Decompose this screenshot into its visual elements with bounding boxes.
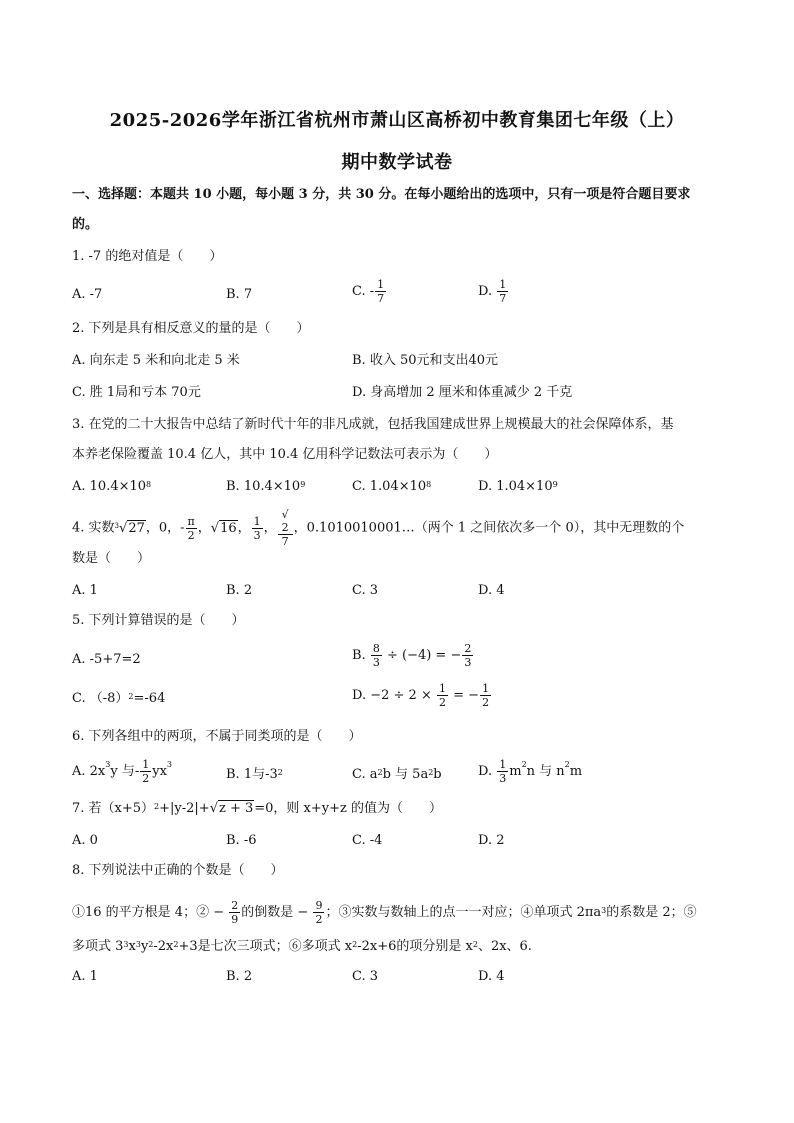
q7-option-d: D. 2	[478, 833, 505, 848]
q4-zero: ，0，-	[145, 520, 185, 536]
question-8-line2	[72, 938, 532, 956]
question-5-stem: 5. 下列计算错误的是（ ）	[72, 613, 245, 628]
q1-d-fraction	[497, 278, 508, 305]
frac-9-2	[313, 899, 324, 926]
cbrt-27: $^3$√27	[114, 520, 145, 536]
frac-den: 3	[372, 656, 380, 669]
frac-num: 1	[253, 514, 261, 528]
q8-l1a: ①16 的平方根是 4；②	[72, 905, 210, 920]
frac-den: 2	[187, 528, 195, 542]
paper-subtitle: 期中数学试卷	[341, 152, 453, 173]
q6-d-exp2: 2	[564, 760, 570, 769]
q5-c-text: C. （-8）	[72, 691, 129, 706]
q2-option-d: D. 身高增加 2 厘米和体重减少 2 千克	[352, 385, 573, 400]
frac-den: 3	[464, 656, 472, 669]
sqrt-z-plus-3: √z + 3	[209, 801, 254, 816]
radicand: 27	[128, 520, 145, 536]
q4-option-b: B. 2	[226, 583, 253, 598]
q3-a-exp: 8	[146, 480, 152, 489]
q6-d-prefix: D.	[478, 764, 497, 779]
q6-a-exp: 3	[105, 760, 111, 769]
paper-title: 2025-2026学年浙江省杭州市萧山区高桥初中教育集团七年级（上）	[109, 110, 685, 131]
q6-c-1: C. a	[352, 767, 378, 782]
q1-option-a: A. -7	[72, 287, 103, 302]
frac-num: 1	[377, 278, 385, 291]
frac-num: 1	[499, 278, 507, 291]
q8-l2a: 多项式 3	[72, 939, 124, 954]
q4-prefix: 4. 实数	[72, 520, 115, 536]
frac-den: 7	[377, 292, 385, 305]
q8-l1-exp: 3	[601, 906, 607, 915]
q2-option-c: C. 胜 1局和亏本 70元	[72, 385, 201, 400]
q7-option-c: C. -4	[352, 833, 383, 848]
frac-num: 1	[482, 682, 490, 695]
q6-c-2: b 与 5a	[382, 767, 429, 782]
sqrt2-over-7	[278, 508, 293, 548]
section-heading-cont: 的。	[72, 217, 99, 232]
q5-option-b	[352, 642, 474, 669]
q5-option-d	[352, 682, 492, 709]
frac-1-2	[480, 682, 491, 709]
question-4-stem-cont: 数是（ ）	[72, 551, 151, 566]
q8-l2-e1: 3	[123, 940, 129, 949]
q6-d-exp1: 2	[521, 760, 527, 769]
q3-b-text: B. 10.4×10	[226, 479, 301, 494]
radicand: 2	[281, 521, 289, 534]
q1-c-fraction	[375, 278, 386, 305]
radicand: 16	[220, 520, 237, 536]
q4-tail: ，0.1010010001…（两个 1 之间依次多一个 0），其中无理数的个	[293, 520, 685, 536]
q2-option-b: B. 收入 50元和支出40元	[352, 353, 499, 368]
frac-den: 3	[253, 528, 261, 542]
frac-den: 3	[499, 772, 507, 785]
q8-l2-e3: 2	[148, 940, 154, 949]
question-3-stem-cont: 本养老保险覆盖 10.4 亿人，其中 10.4 亿用科学记数法可表示为（ ）	[72, 447, 498, 462]
q5-c-exp: 2	[128, 692, 134, 701]
q8-l2c: y	[140, 939, 149, 954]
q7-part2: +|y-2|+	[159, 801, 210, 816]
frac-1-3	[497, 758, 508, 785]
q8-l2f: -2x+6的项分别是 x	[357, 939, 473, 954]
q8-option-d: D. 4	[478, 969, 505, 984]
q7-part3: =0，则 x+y+z 的值为（ ）	[254, 801, 443, 816]
frac-num: 2	[464, 642, 472, 655]
q6-option-a	[72, 758, 172, 785]
q8-option-a: A. 1	[72, 969, 98, 984]
frac-2-9	[229, 899, 240, 926]
frac-den: 7	[281, 535, 289, 548]
q3-d-text: D. 1.04×10	[478, 479, 553, 494]
q3-c-text: C. 1.04×10	[352, 479, 427, 494]
q6-a-2: y 与-	[110, 764, 140, 779]
frac-den: 2	[482, 696, 490, 709]
q3-a-text: A. 10.4×10	[72, 479, 147, 494]
q3-b-exp: 9	[300, 480, 306, 489]
question-1-stem: 1. -7 的绝对值是（ ）	[72, 249, 223, 264]
q8-l2d: -2x	[153, 939, 174, 954]
q6-c-exp2: 2	[428, 768, 434, 777]
q1-option-c	[352, 278, 387, 305]
q8-l2g: 、2x、6.	[477, 939, 532, 954]
q1-option-d	[478, 278, 509, 305]
q8-l1c: ；③实数与数轴上的点一一对应；④单项式 2πa	[325, 905, 602, 920]
frac-1-2	[437, 682, 448, 709]
q1-c-prefix: C. -	[352, 284, 375, 299]
q4-option-d: D. 4	[478, 583, 505, 598]
frac-den: 7	[499, 292, 507, 305]
q6-a-exp2: 3	[166, 760, 173, 769]
frac-num: 9	[315, 899, 323, 912]
question-6-stem: 6. 下列各组中的两项，不属于同类项的是（ ）	[72, 729, 362, 744]
q7-part1: 7. 若（x+5）	[72, 801, 155, 816]
q5-option-c	[72, 690, 165, 708]
q6-d-2: n 与 n	[526, 764, 565, 779]
q6-c-3: b	[433, 767, 442, 782]
q3-option-d	[478, 478, 558, 496]
q4-option-a: A. 1	[72, 583, 98, 598]
q7-exp: 2	[154, 802, 160, 811]
q8-l1b: 的倒数是	[241, 905, 294, 920]
sqrt-16: √16	[210, 520, 237, 536]
q6-b-exp: 2	[277, 768, 283, 777]
q6-a-1: A. 2x	[72, 764, 106, 779]
question-4-stem: 4. 实数$^3$√27，0，- $\frac{\pi}{2}$ ，√16， $\frac{1}{3}$ ， √ 2 7 ，0.1010010001…（两个 1 之间依次多一个 0），其中无理数的个	[72, 508, 685, 548]
frac-1-2	[140, 758, 151, 785]
q3-d-exp: 9	[552, 480, 558, 489]
q3-option-a	[72, 478, 151, 496]
q6-option-d	[478, 758, 582, 785]
q5-b-mid: ÷ (−4) = −	[386, 648, 462, 663]
q8-l2e: +3是七次三项式；⑥多项式 x	[178, 939, 353, 954]
question-8-stem: 8. 下列说法中正确的个数是（ ）	[72, 863, 284, 878]
q6-option-b	[226, 766, 283, 784]
question-7-stem	[72, 800, 442, 818]
question-3-stem: 3. 在党的二十大报告中总结了新时代十年的非凡成就，包括我国建成世界上规模最大的社会保障体系，基	[72, 417, 674, 432]
q5-c-tail: =-64	[133, 691, 166, 706]
frac-8-3	[371, 642, 382, 669]
q1-d-prefix: D.	[478, 284, 497, 299]
frac-num: 1	[142, 758, 150, 771]
frac-den: 9	[231, 913, 239, 926]
q2-option-a: A. 向东走 5 米和向北走 5 米	[72, 353, 240, 368]
q8-l2-e6: 2	[472, 940, 478, 949]
q8-l1d: 的系数是 2；⑤	[606, 905, 697, 920]
frac-num: 1	[499, 758, 507, 771]
section-heading: 一、选择题：本题共 10 小题，每小题 3 分，共 30 分。在每小题给出的选项中，只有一项是符合题目要求	[72, 187, 691, 202]
q8-l2-e5: 2	[352, 940, 358, 949]
frac-num: √ 2	[278, 508, 293, 535]
frac-num: 2	[231, 899, 239, 912]
q8-l2b: x	[128, 939, 136, 954]
frac-num: π	[187, 514, 195, 528]
q1-option-b: B. 7	[226, 287, 253, 302]
frac-2-3	[462, 642, 473, 669]
q5-d-prefix: D.	[352, 688, 371, 703]
q7-option-a: A. 0	[72, 833, 98, 848]
q8-l2-e4: 2	[173, 940, 179, 949]
q6-b-text: B. 1与-3	[226, 767, 278, 782]
q4-option-c: C. 3	[352, 583, 379, 598]
frac-num: 1	[439, 682, 446, 695]
q6-a-3: yx	[152, 764, 167, 779]
q6-d-3: m	[569, 764, 583, 779]
frac-den: 2	[142, 772, 150, 785]
one-third	[252, 515, 263, 542]
q8-option-c: C. 3	[352, 969, 379, 984]
question-2-stem: 2. 下列是具有相反意义的量的是（ ）	[72, 321, 310, 336]
q5-option-a: A. -5+7=2	[72, 652, 141, 667]
q6-c-exp1: 2	[377, 768, 383, 777]
q3-option-c	[352, 478, 431, 496]
q5-d-mid: −2 ÷ 2 ×	[370, 688, 432, 703]
q5-d-eq: = −	[453, 688, 480, 703]
q8-l2-e2: 3	[135, 940, 141, 949]
q3-c-exp: 8	[426, 480, 432, 489]
frac-num: 8	[372, 642, 380, 655]
pi-over-2	[186, 515, 197, 542]
q5-b-prefix: B.	[352, 648, 370, 663]
radicand: z + 3	[218, 801, 254, 816]
frac-den: 2	[439, 696, 446, 709]
q3-option-b	[226, 478, 305, 496]
q6-option-c	[352, 766, 442, 784]
frac-den: 2	[315, 913, 323, 926]
question-8-line1: ①16 的平方根是 4；② − $\frac{2}{9}$ 的倒数是 − $\frac{9}{2}$ ；③实数与数轴上的点一一对应；④单项式 $2\pi a^3$的系数是 2；⑤	[72, 899, 697, 926]
q7-option-b: B. -6	[226, 833, 257, 848]
q8-option-b: B. 2	[226, 969, 253, 984]
q6-d-1: m	[509, 764, 522, 779]
